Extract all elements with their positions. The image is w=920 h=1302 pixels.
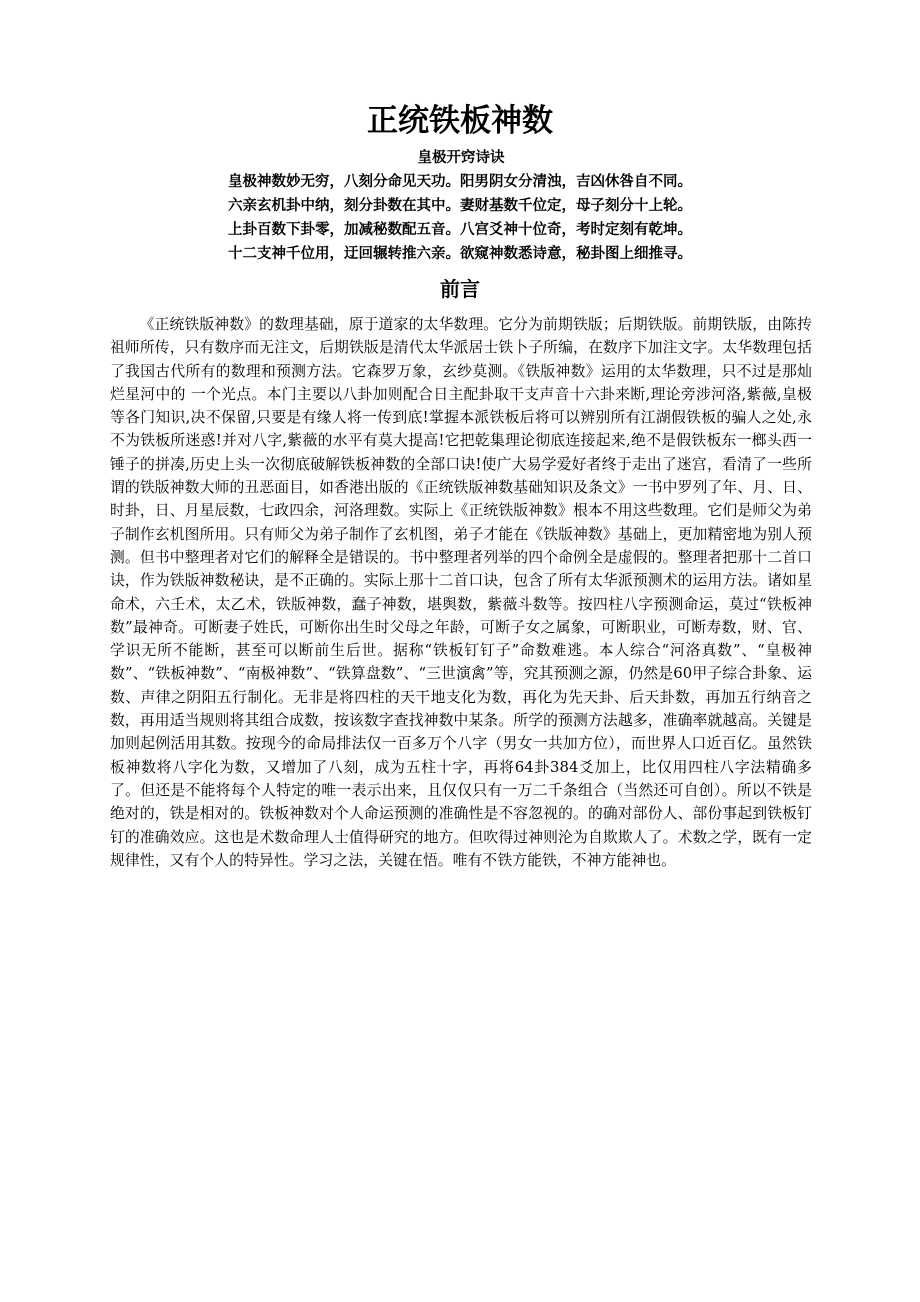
poem-line: 皇极神数妙无穷，八刻分命见天功。阳男阴女分清浊，吉凶休咎自不同。 (228, 174, 692, 190)
poem-title: 皇极开窍诗诀 (417, 150, 505, 166)
document-title: 正统铁板神数 (367, 103, 553, 139)
poem-section (0, 146, 920, 266)
preface-heading: 前言 (440, 277, 480, 301)
preface-body: 《正统铁版神数》的数理基础，原于道家的太华数理。它分为前期铁版；后期铁版。前期铁版，由陈抟祖师所传，只有数序而无注文，后期铁版是清代太华派居士铁卜子所编，在数序下加注文字。太华数理包括了我国古代所有的数理和预测方法。它森罗万象，玄纱莫测。《铁版神数》运用的太华数理，只不过是那灿烂星河中的 一个光点。本门主要以八卦加则配合日主配卦取干支声音十六卦来断,理论旁涉河洛,紫薇,皇极等各门知识,决不保留,只要是有缘人将一传到底!掌握本派铁板后将可以辨别所有江湖假铁板的骗人之处,永不为铁板所迷惑!并对八字,紫薇的水平有莫大提高!它把乾集理论彻底连接起来,绝不是假铁板东一榔头西一锤子的拼凑,历史上头一次彻底破解铁板神数的全部口诀!使广大易学爱好者终于走出了迷宫，看清了一些所谓的铁版神数大师的丑恶面目，如香港出版的《正统铁版神数基础知识及条文》一书中罗列了年、月、日、时卦，日、月星辰数，七政四余，河洛理数。实际上《正统铁版神数》根本不用这些数理。它们是师父为弟子制作玄机图所用。只有师父为弟子制作了玄机图，弟子才能在《铁版神数》基础上，更加精密地为别人预测。但书中整理者对它们的解释全是错误的。书中整理者列举的四个命例全是虚假的。整理者把那十二首口诀，作为铁版神数秘诀，是不正确的。实际上那十二首口诀，包含了所有太华派预测术的运用方法。诸如星命术，六壬术，太乙术，铁版神数，蠢子神数，堪舆数，紫薇斗数等。按四柱八字预测命运，莫过“铁板神数”最神奇。可断妻子姓氏，可断你出生时父母之年龄，可断子女之属象，可断职业，可断寿数，财、官、学识无所不能断，甚至可以断前生后世。据称“铁板钉钉子”命数难逃。本人综合“河洛真数”、“皇极神数”、“铁板神数”、“南极神数”、“铁算盘数”、“三世演禽”等，究其预测之源，仍然是60甲子综合卦象、运数、声律之阴阳五行制化。无非是将四柱的天干地支化为数，再化为先天卦、后天卦数，再加五行纳音之数，再用适当规则将其组合成数，按该数字查找神数中某条。所学的预测方法越多，准确率就越高。关键是加则起例活用其数。按现今的命局排法仅一百多万个八字（男女一共加方位），而世界人口近百亿。虽然铁板神数将八字化为数，又增加了八刻，成为五柱十字，再将64卦384爻加上，比仅用四柱八字法精确多了。但还是不能将每个人特定的唯一表示出来，且仅仅只有一万二千条组合（当然还可自创）。所以不铁是绝对的，铁是相对的。铁板神数对个人命运预测的准确性是不容忽视的。的确对部份人、部份事起到铁板钉钉的准确效应。这也是术数命理人士值得研究的地方。但吹得过神则沦为自欺欺人了。术数之学，既有一定规律性，又有个人的特异性。学习之法，关键在悟。唯有不铁方能铁，不神方能神也。 (110, 316, 812, 869)
poem-line: 上卦百数下卦零，加减秘数配五音。八宫爻神十位奇，考时定刻有乾坤。 (228, 222, 692, 238)
poem-line: 十二支神千位用，迂回辗转推六亲。欲窥神数悉诗意，秘卦图上细推寻。 (228, 246, 692, 262)
poem-line: 六亲玄机卦中纳，刻分卦数在其中。妻财基数千位定，母子刻分十上轮。 (228, 198, 692, 214)
